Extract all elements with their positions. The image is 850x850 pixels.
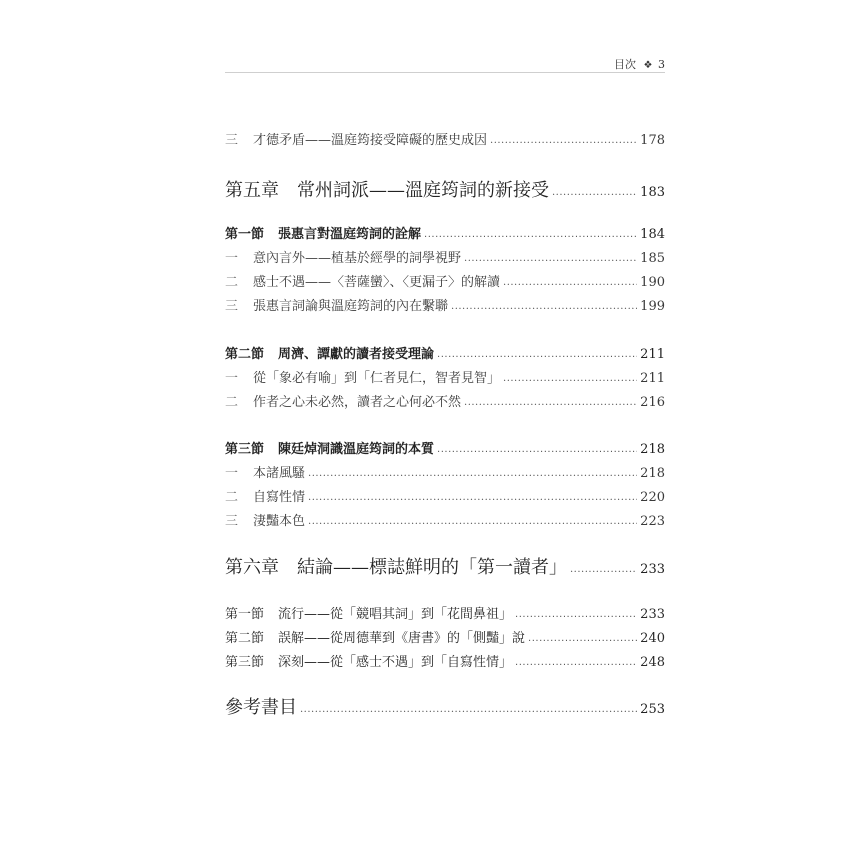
section-title: 張惠言對溫庭筠詞的詮解 (278, 227, 422, 242)
section-number: 第一節 (225, 607, 265, 622)
section-number: 第三節 (225, 442, 265, 457)
toc-chapter-5[interactable] (225, 176, 665, 202)
toc-item[interactable] (225, 462, 665, 481)
item-number: 二 (225, 395, 239, 410)
section-title: 周濟、譚獻的讀者接受理論 (278, 347, 435, 362)
leader-dots (308, 492, 637, 503)
leader-dots (515, 657, 637, 668)
item-title: 從「象必有喻」到「仁者見仁，智者見智」 (253, 371, 501, 386)
toc-section[interactable] (225, 343, 665, 362)
item-number: 二 (225, 275, 239, 290)
toc-item[interactable] (225, 295, 665, 314)
leader-dots (490, 135, 637, 146)
item-number: 一 (225, 251, 239, 266)
toc-chapter-6[interactable] (225, 553, 665, 579)
section-page: 211 (640, 347, 665, 362)
page-number: 3 (658, 58, 665, 71)
leader-dots (552, 187, 637, 198)
chapter-number: 第六章 (225, 557, 279, 578)
section-page: 248 (640, 655, 665, 670)
toc-item[interactable] (225, 129, 665, 148)
running-head (225, 56, 665, 72)
item-title: 感士不遇——〈菩薩蠻〉、〈更漏子〉的解讀 (253, 275, 501, 290)
leader-dots (528, 633, 637, 644)
chapter-page: 183 (640, 185, 665, 200)
item-page: 190 (640, 275, 665, 290)
section-page: 240 (640, 631, 665, 646)
toc-item[interactable] (225, 486, 665, 505)
ornament-icon: ❖ (643, 60, 653, 71)
item-number: 一 (225, 371, 239, 386)
leader-dots (503, 373, 637, 384)
item-title: 自寫性情 (253, 490, 306, 505)
item-page: 211 (640, 371, 665, 386)
leader-dots (503, 277, 637, 288)
toc-item[interactable] (225, 247, 665, 266)
toc-item[interactable] (225, 391, 665, 410)
item-page: 185 (640, 251, 665, 266)
bibliography-title: 參考書目 (225, 697, 297, 718)
section-number: 第一節 (225, 227, 265, 242)
leader-dots (308, 516, 637, 527)
leader-dots (300, 704, 637, 715)
item-title: 才德矛盾——溫庭筠接受障礙的歷史成因 (253, 133, 488, 148)
toc-item[interactable] (225, 367, 665, 386)
section-number: 第二節 (225, 631, 265, 646)
item-title: 淒豔本色 (253, 514, 306, 529)
leader-dots (437, 444, 637, 455)
leader-dots (464, 397, 637, 408)
toc-section[interactable] (225, 627, 665, 646)
running-head-title: 目次 (614, 58, 637, 71)
toc-section[interactable] (225, 603, 665, 622)
item-page: 218 (640, 466, 665, 481)
leader-dots (515, 609, 637, 620)
section-number: 第三節 (225, 655, 265, 670)
item-title: 意內言外——植基於經學的詞學視野 (253, 251, 462, 266)
section-number: 第二節 (225, 347, 265, 362)
section-page: 233 (640, 607, 665, 622)
chapter-page: 233 (640, 562, 665, 577)
section-title: 流行——從「競唱其詞」到「花間鼻祖」 (278, 607, 513, 622)
leader-dots (308, 468, 637, 479)
item-page: 220 (640, 490, 665, 505)
section-page: 218 (640, 442, 665, 457)
item-number: 一 (225, 466, 239, 481)
item-number: 三 (225, 299, 239, 314)
toc-item[interactable] (225, 271, 665, 290)
chapter-title: 常州詞派——溫庭筠詞的新接受 (297, 180, 549, 201)
section-page: 184 (640, 227, 665, 242)
leader-dots (437, 349, 637, 360)
toc-section[interactable] (225, 651, 665, 670)
section-title: 誤解——從周德華到《唐書》的「側豔」說 (278, 631, 526, 646)
leader-dots (464, 253, 637, 264)
section-title: 深刻——從「感士不遇」到「自寫性情」 (278, 655, 513, 670)
item-number: 三 (225, 514, 239, 529)
toc-item[interactable] (225, 510, 665, 529)
item-page: 223 (640, 514, 665, 529)
item-title: 作者之心未必然，讀者之心何必不然 (253, 395, 462, 410)
item-page: 216 (640, 395, 665, 410)
item-page: 199 (640, 299, 665, 314)
leader-dots (424, 229, 637, 240)
item-title: 張惠言詞論與溫庭筠詞的內在繫聯 (253, 299, 449, 314)
toc-section[interactable] (225, 438, 665, 457)
item-title: 本諸風騷 (253, 466, 306, 481)
toc-bibliography[interactable] (225, 693, 665, 719)
toc-section[interactable] (225, 223, 665, 242)
item-page: 178 (640, 133, 665, 148)
toc-page (225, 0, 665, 850)
chapter-title: 結論——標誌鮮明的「第一讀者」 (297, 557, 567, 578)
leader-dots (451, 301, 637, 312)
item-number: 二 (225, 490, 239, 505)
bibliography-page: 253 (640, 702, 665, 717)
leader-dots (570, 564, 637, 575)
section-title: 陳廷焯洞識溫庭筠詞的本質 (278, 442, 435, 457)
chapter-number: 第五章 (225, 180, 279, 201)
header-rule (225, 72, 665, 73)
item-number: 三 (225, 133, 239, 148)
